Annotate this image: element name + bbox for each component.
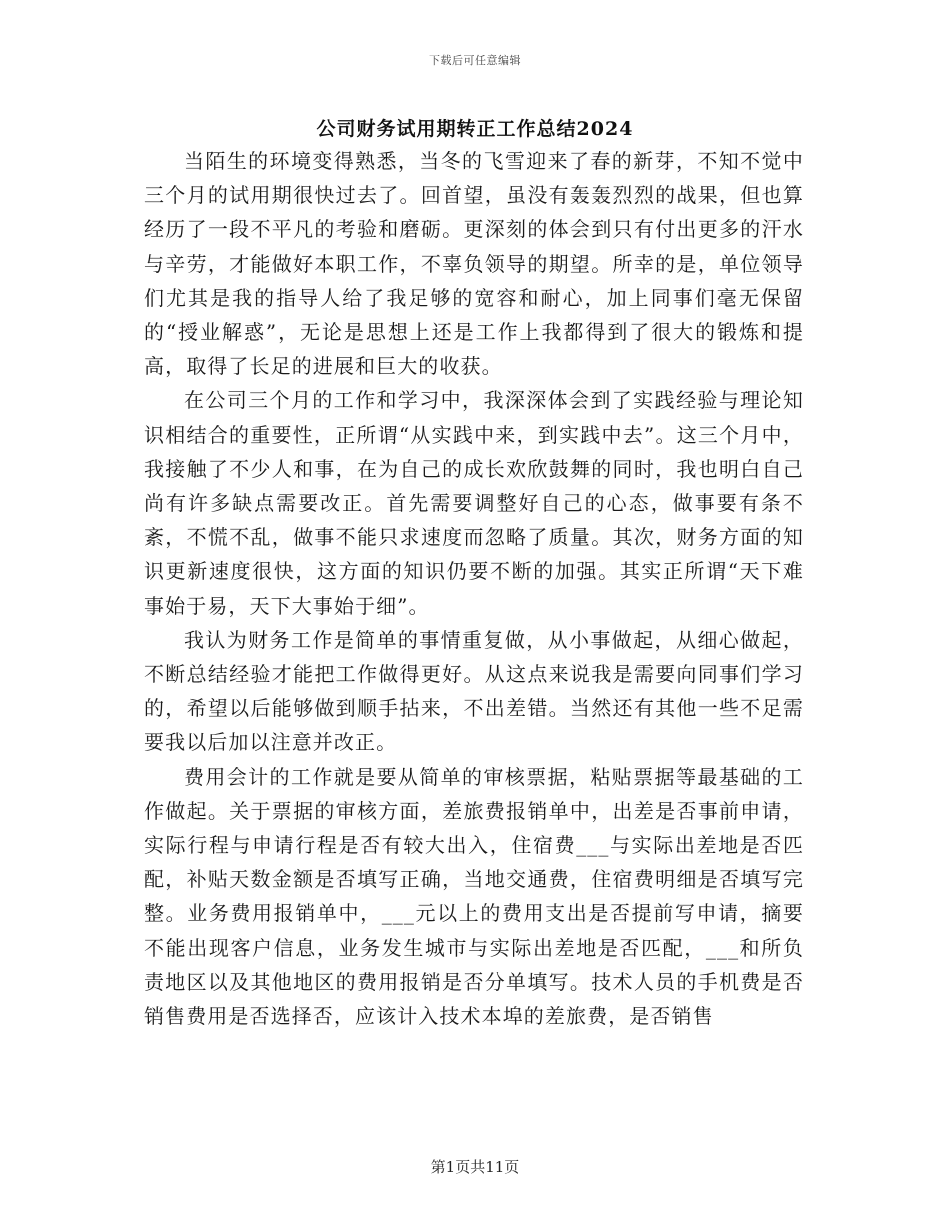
paragraph-4: 费用会计的工作就是要从简单的审核票据，粘贴票据等最基础的工作做起。关于票据的审核方面，差旅费报销单中，出差是否事前申请，实际行程与申请行程是否有较大出入，住宿费___与实际出差地是否匹配，补贴天数金额是否填写正确，当地交通费，住宿费明细是否填写完整。业务费用报销单中，___元以上的费用支出是否提前写申请，摘要不能出现客户信息，业务发生城市与实际出差地是否匹配，___和所负责地区以及其他地区的费用报销是否分单填写。技术人员的手机费是否销售费用是否选择否，应该计入技术本埠的差旅费，是否销售 <box>144 764 804 1029</box>
page-header-note: 下载后可任意编辑 <box>429 54 521 67</box>
document-title: 公司财务试用期转正工作总结2024 <box>316 118 634 140</box>
paragraph-1: 当陌生的环境变得熟悉，当冬的飞雪迎来了春的新芽，不知不觉中三个月的试用期很快过去了。回首望，虽没有轰轰烈烈的战果，但也算经历了一段不平凡的考验和磨砺。更深刻的体会到只有付出更多的汗水与辛劳，才能做好本职工作，不辜负领导的期望。所幸的是，单位领导们尤其是我的指导人给了我足够的宽容和耐心，加上同事们毫无保留的“授业解惑”，无论是思想上还是工作上我都得到了很大的锻炼和提高，取得了长足的进展和巨大的收获。 <box>144 149 804 379</box>
document-body <box>144 144 804 1033</box>
paragraph-3: 我认为财务工作是简单的事情重复做，从小事做起，从细心做起，不断总结经验才能把工作做得更好。从这点来说我是需要向同事们学习的，希望以后能够做到顺手拈来，不出差错。当然还有其他一些不足需要我以后加以注意并改正。 <box>144 627 804 755</box>
page-number-footer: 第1页共11页 <box>430 1158 520 1176</box>
paragraph-2: 在公司三个月的工作和学习中，我深深体会到了实践经验与理论知识相结合的重要性，正所谓“从实践中来，到实践中去”。这三个月中，我接触了不少人和事，在为自己的成长欢欣鼓舞的同时，我也明白自己尚有许多缺点需要改正。首先需要调整好自己的心态，做事要有条不紊，不慌不乱，做事不能只求速度而忽略了质量。其次，财务方面的知识更新速度很快，这方面的知识仍要不断的加强。其实正所谓“天下难事始于易，天下大事始于细”。 <box>144 388 804 618</box>
